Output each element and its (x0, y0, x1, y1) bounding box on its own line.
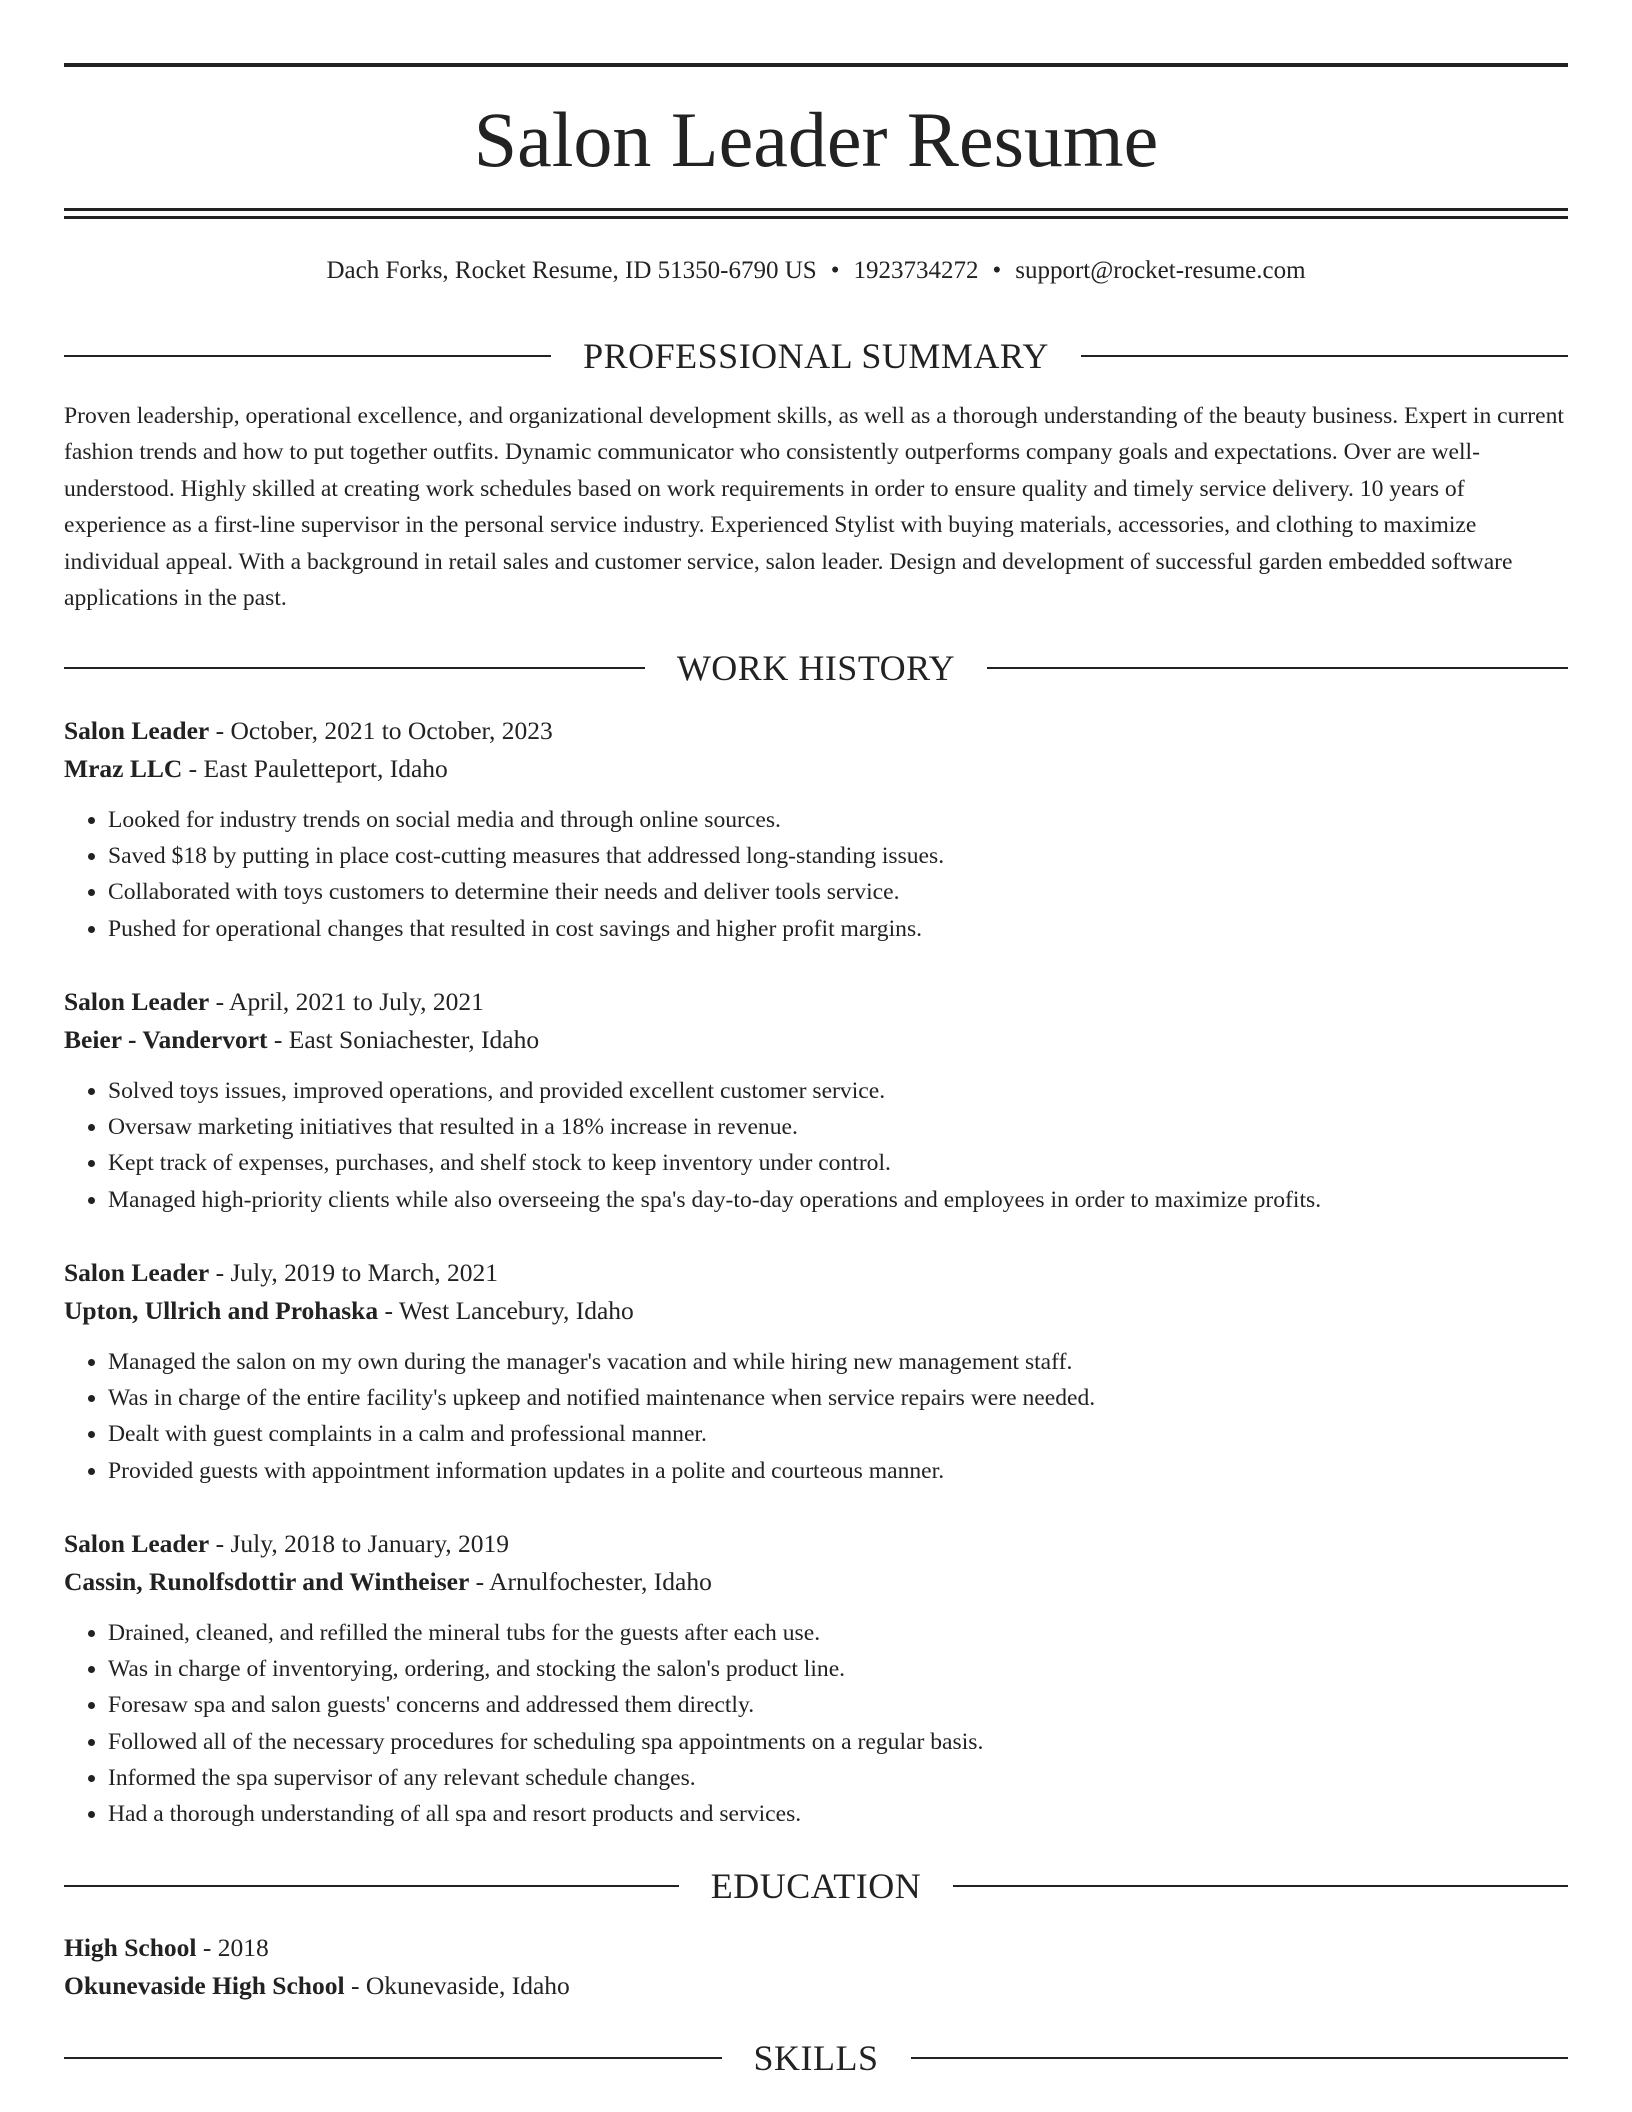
contact-separator: • (830, 257, 840, 284)
contact-separator: • (992, 257, 1002, 284)
heading-rule (953, 1885, 1568, 1887)
contact-address: Dach Forks, Rocket Resume, ID 51350-6790 US (326, 257, 817, 284)
heading-rule (64, 1885, 679, 1887)
list-item: • Dealt with guest complaints in a calm and professional manner. (108, 1416, 1568, 1452)
job-title: Salon Leader (64, 716, 210, 745)
job-location: - West Lancebury, Idaho (378, 1296, 634, 1325)
job-bullets (64, 1615, 1568, 1832)
title-rule-upper (64, 208, 1568, 211)
job-location: - East Soniachester, Idaho (267, 1025, 540, 1054)
job-company: Upton, Ullrich and Prohaska (64, 1296, 379, 1325)
list-item: • Was in charge of the entire facility's upkeep and notified maintenance when service repairs were needed. (108, 1380, 1568, 1416)
heading-rule (987, 667, 1568, 669)
job-entry (64, 712, 1568, 947)
job-dates: - July, 2018 to January, 2019 (209, 1529, 510, 1558)
heading-rule (64, 355, 551, 357)
top-rule (64, 63, 1568, 67)
list-item: • Informed the spa supervisor of any relevant schedule changes. (108, 1760, 1568, 1796)
list-item: • Collaborated with toys customers to determine their needs and deliver tools service. (108, 874, 1568, 910)
section-title: SKILLS (753, 2038, 879, 2078)
education-school: Okunevaside High School (64, 1971, 345, 2000)
list-item: • Foresaw spa and salon guests' concerns and addressed them directly. (108, 1687, 1568, 1723)
section-heading-work (64, 646, 1568, 690)
section-title: WORK HISTORY (676, 648, 956, 688)
job-dates: - October, 2021 to October, 2023 (209, 716, 553, 745)
list-item: • Was in charge of inventorying, ordering, and stocking the salon's product line. (108, 1651, 1568, 1687)
list-item: • Pushed for operational changes that resulted in cost savings and higher profit margins. (108, 911, 1568, 947)
section-title: PROFESSIONAL SUMMARY (583, 336, 1049, 376)
job-bullets (64, 802, 1568, 947)
job-dates: - April, 2021 to July, 2021 (209, 987, 484, 1016)
list-item: • Solved toys issues, improved operations, and provided excellent customer service. (108, 1073, 1568, 1109)
education-degree: High School (64, 1933, 197, 1962)
contact-line (64, 254, 1568, 288)
heading-rule (911, 2057, 1569, 2059)
job-dates: - July, 2019 to March, 2021 (209, 1258, 498, 1287)
list-item: • Had a thorough understanding of all spa and resort products and services. (108, 1796, 1568, 1832)
page-title: Salon Leader Resume (473, 96, 1159, 183)
job-title: Salon Leader (64, 1529, 210, 1558)
job-location: - Arnulfochester, Idaho (469, 1567, 712, 1596)
list-item: • Drained, cleaned, and refilled the mineral tubs for the guests after each use. (108, 1615, 1568, 1651)
job-bullets (64, 1073, 1568, 1218)
job-entry (64, 1254, 1568, 1489)
section-title: EDUCATION (710, 1866, 922, 1906)
job-entry (64, 983, 1568, 1218)
job-company: Beier - Vandervort (64, 1025, 268, 1054)
section-heading-summary (64, 334, 1568, 378)
education-year: - 2018 (196, 1933, 269, 1962)
job-title: Salon Leader (64, 1258, 210, 1287)
heading-rule (64, 667, 645, 669)
job-location: - East Pauletteport, Idaho (182, 754, 448, 783)
section-heading-education (64, 1864, 1568, 1908)
job-title: Salon Leader (64, 987, 210, 1016)
job-company: Cassin, Runolfsdottir and Wintheiser (64, 1567, 470, 1596)
job-bullets (64, 1344, 1568, 1489)
contact-phone: 1923734272 (853, 257, 979, 284)
title-rule-lower (64, 216, 1568, 219)
job-company: Mraz LLC (64, 754, 183, 783)
list-item: • Looked for industry trends on social media and through online sources. (108, 802, 1568, 838)
list-item: • Managed high-priority clients while also overseeing the spa's day-to-day operations and employees in order to maximize profits. (108, 1182, 1568, 1218)
list-item: • Kept track of expenses, purchases, and shelf stock to keep inventory under control. (108, 1145, 1568, 1181)
list-item: • Managed the salon on my own during the manager's vacation and while hiring new management staff. (108, 1344, 1568, 1380)
contact-email[interactable]: support@rocket-resume.com (1015, 257, 1306, 284)
section-heading-skills (64, 2036, 1568, 2080)
list-item: • Provided guests with appointment information updates in a polite and courteous manner. (108, 1453, 1568, 1489)
summary-text: Proven leadership, operational excellence, and organizational development skills, as well as a thorough understanding of the beauty business. Expert in current fashion trends and how to put together outfits. Dynamic communicator who consistently outperforms company goals and expectations. Over are well-understood. Highly skilled at creating work schedules based on work requirements in order to ensure quality and timely service delivery. 10 years of experience as a first-line supervisor in the personal service industry. Experienced Stylist with buying materials, accessories, and clothing to maximize individual appeal. With a background in retail sales and customer service, salon leader. Design and development of successful garden embedded software applications in the past. (64, 403, 1564, 612)
list-item: • Oversaw marketing initiatives that resulted in a 18% increase in revenue. (108, 1109, 1568, 1145)
list-item: • Followed all of the necessary procedures for scheduling spa appointments on a regular basis. (108, 1724, 1568, 1760)
job-entry (64, 1525, 1568, 1832)
heading-rule (1081, 355, 1568, 357)
education-entry (64, 1929, 1568, 2005)
heading-rule (64, 2057, 722, 2059)
education-location: - Okunevaside, Idaho (344, 1971, 570, 2000)
list-item: • Saved $18 by putting in place cost-cutting measures that addressed long-standing issues. (108, 838, 1568, 874)
